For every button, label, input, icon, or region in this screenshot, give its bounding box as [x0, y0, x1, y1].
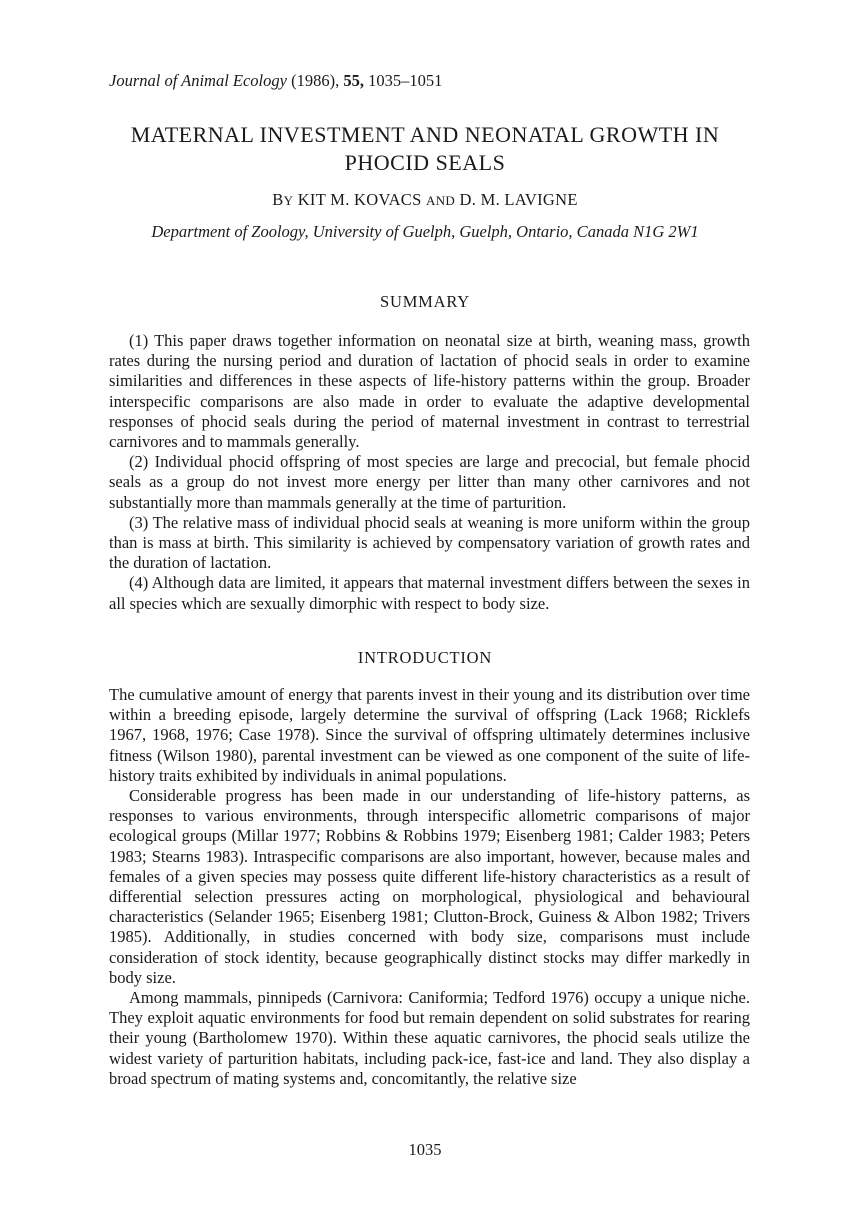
journal-citation: [109, 71, 442, 91]
introduction-paragraph: The cumulative amount of energy that parents invest in their young and its distribution over time within a breeding episode, largely determine the survival of offspring (Lack 1968; Ricklefs 1967, 1968, 1976; Case 1978). Since the survival of offspring ultimately determines inclusive fitness (Wilson 1980), parental investment can be viewed as one component of the suite of life-history traits exhibited by individuals in animal populations.: [109, 685, 750, 785]
author-2: D. M. LAVIGNE: [459, 190, 578, 209]
author-1: KIT M. KOVACS: [297, 190, 422, 209]
page-number: 1035: [408, 1140, 442, 1159]
paper-title-line-1: MATERNAL INVESTMENT AND NEONATAL GROWTH IN: [130, 122, 720, 147]
summary-heading: SUMMARY: [380, 292, 470, 311]
affiliation: Department of Zoology, University of Guelph, Guelph, Ontario, Canada N1G 2W1: [151, 222, 699, 241]
journal-volume: 55,: [343, 71, 364, 90]
summary-paragraph: (3) The relative mass of individual phocid seals at weaning is more uniform within the group than is mass at birth. This similarity is achieved by compensatory variation of growth rates and the duration of lactation.: [109, 512, 750, 573]
journal-year: (1986),: [291, 71, 340, 90]
journal-pages: 1035–1051: [368, 71, 443, 90]
summary-paragraph: (2) Individual phocid offspring of most species are large and precocial, but female phocid seals as a group do not invest more energy per litter than many other carnivores and not substantially more than mammals generally at the time of parturition.: [109, 452, 750, 512]
journal-name: Journal of Animal Ecology: [109, 71, 287, 90]
introduction-section: [109, 685, 750, 1089]
author-by: B: [272, 190, 284, 209]
author-by-smallcaps: Y: [283, 193, 294, 208]
introduction-heading: INTRODUCTION: [357, 648, 493, 667]
author-line: [60, 190, 790, 210]
summary-section: [109, 331, 750, 614]
summary-paragraph: (4) Although data are limited, it appears that maternal investment differs between the sexes in all species which are sexually dimorphic with respect to body size.: [109, 573, 750, 613]
paper-title-line-2: PHOCID SEALS: [344, 150, 506, 175]
introduction-paragraph: Among mammals, pinnipeds (Carnivora: Caniformia; Tedford 1976) occupy a unique niche. They exploit aquatic environments for food but remain dependent on solid substrates for rearing their young (Bartholomew 1970). Within these aquatic carnivores, the phocid seals utilize the widest variety of parturition habitats, including pack-ice, fast-ice and land. They also display a broad spectrum of mating systems and, concomitantly, the relative size: [109, 988, 750, 1088]
summary-paragraph: (1) This paper draws together information on neonatal size at birth, weaning mass, growth rates during the nursing period and duration of lactation of phocid seals in order to examine similarities and differences in these aspects of life-history patterns within the group. Broader interspecific comparisons are also made in order to evaluate the adaptive developmental responses of phocid seals during the period of maternal investment in contrast to terrestrial carnivores and to mammals generally.: [109, 331, 750, 452]
author-and: AND: [426, 193, 456, 208]
paper-title: [60, 121, 790, 177]
introduction-paragraph: Considerable progress has been made in our understanding of life-history patterns, as responses to various environments, through interspecific allometric comparisons of major ecological groups (Millar 1977; Robbins & Robbins 1979; Eisenberg 1981; Calder 1983; Peters 1983; Stearns 1983). Intraspecific comparisons are also important, however, because males and females of a given species may possess quite different life-history characteristics as a result of differential selection pressures acting on morphological, physiological and behavioural characteristics (Selander 1965; Eisenberg 1981; Clutton-Brock, Guiness & Albon 1982; Trivers 1985). Additionally, in studies concerned with body size, comparisons must include consideration of stock identity, because geographically distinct stocks may differ markedly in body size.: [109, 786, 750, 987]
